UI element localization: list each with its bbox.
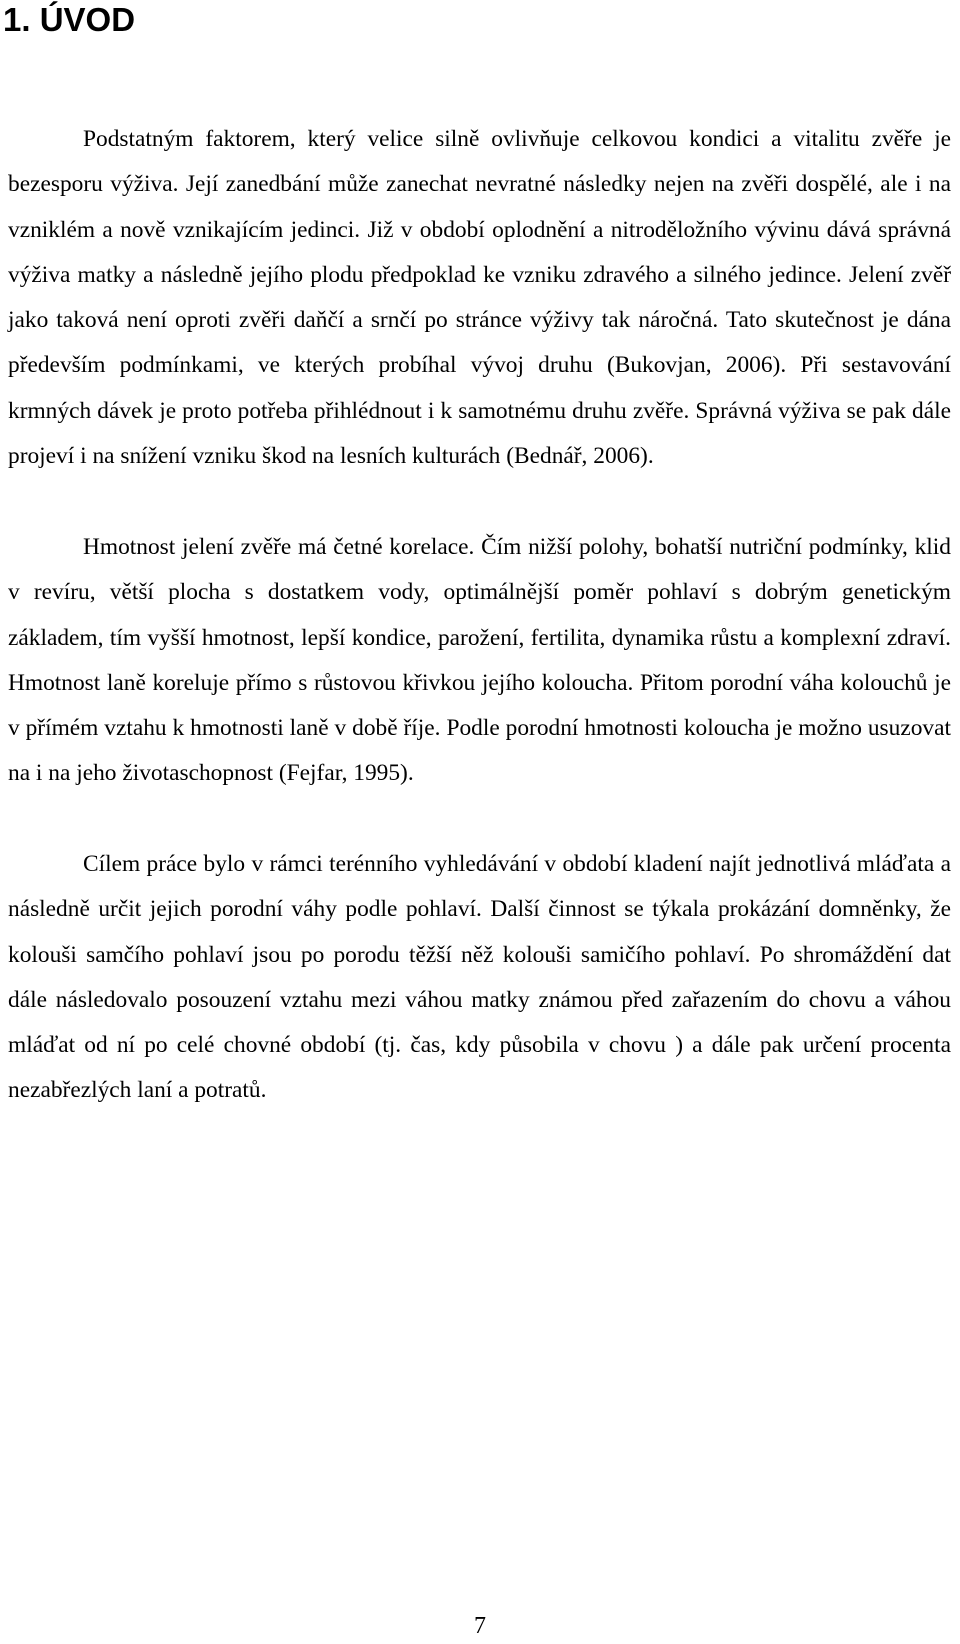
paragraph-work-aim: Cílem práce bylo v rámci terénního vyhledávání v období kladení najít jednotlivá mláďata a následně určit jejich porodní váhy podle pohlaví. Další činnost se týkala prokázání domněnky, že kolouši samčího pohlaví jsou po porodu těžší něž kolouši samičího pohlaví. Po shromáždění dat dále následovalo posouzení vztahu mezi váhou matky známou před zařazením do chovu a váhou mláďat od ní po celé chovné období (tj. čas, kdy působila v chovu ) a dále pak určení procenta nezabřezlých laní a potratů. bbox=[8, 851, 951, 1104]
paragraph-weight-correlations: Hmotnost jelení zvěře má četné korelace. Čím nižší polohy, bohatší nutriční podmínky, klid v revíru, větší plocha s dostatkem vody, optimálnější poměr pohlaví s dobrým genetickým základem, tím vyšší hmotnost, lepší kondice, parožení, fertilita, dynamika růstu a komplexní zdraví. Hmotnost laně koreluje přímo s růstovou křivkou jejího kolouchа. Přitom porodní váha kolouchů je v přímém vztahu k hmotnosti laně v době říje. Podle porodní hmotnosti kolouchа je možno usuzovat na i na jeho životaschopnost (Fejfar, 1995). bbox=[8, 534, 951, 787]
page-number: 7 bbox=[474, 1613, 486, 1639]
paragraph-nutrition: Podstatným faktorem, který velice silně ovlivňuje celkovou kondici a vitalitu zvěře je bezesporu výživa. Její zanedbání může zanechat nevratné následky nejen na zvěři dospělé, ale i na vzniklém a nově vznikajícím jedinci. Již v období oplodnění a nitroděložního vývinu dává správná výživa matky a následně jejího plodu předpoklad ke vzniku zdravého a silného jedince. Jelení zvěř jako taková není oproti zvěři daňčí a srnčí po stránce výživy tak náročná. Tato skutečnost je dána především podmínkami, ve kterých probíhal vývoj druhu (Bukovjan, 2006). Při sestavování krmných dávek je proto potřeba přihlédnout i k samotnému druhu zvěře. Správná výživa se pak dále projeví i na snížení vzniku škod na lesních kulturách (Bednář, 2006). bbox=[8, 126, 951, 470]
chapter-heading: 1. ÚVOD bbox=[3, 1, 136, 38]
